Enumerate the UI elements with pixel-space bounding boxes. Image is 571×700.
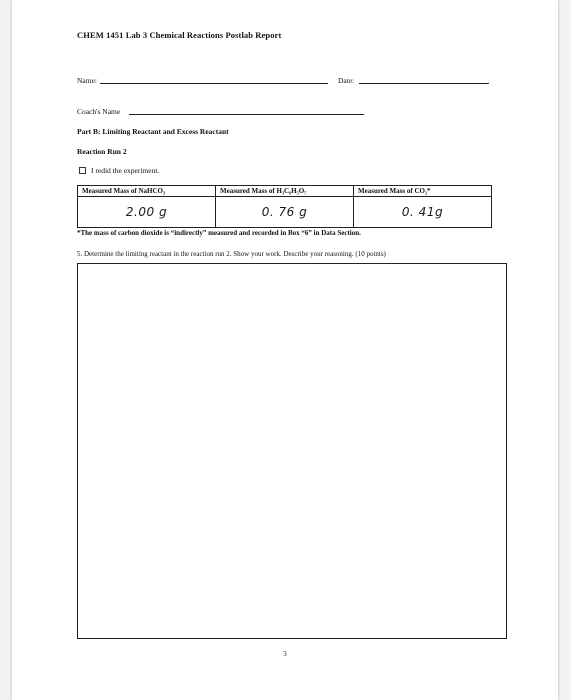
part-title: Part B: Limiting Reactant and Excess Reactant — [77, 127, 229, 136]
redo-checkbox-row[interactable] — [79, 166, 159, 175]
mass-table-header-row — [78, 186, 492, 197]
header-mass-co2: Measured Mass of CO₂* — [354, 186, 492, 197]
name-label: Name: — [77, 76, 97, 85]
value-mass-co2[interactable] — [354, 197, 492, 228]
value-mass-citric-acid-text: 0. 76 g — [261, 205, 308, 219]
value-mass-co2-text: 0. 41g — [401, 205, 444, 219]
mass-table-value-row — [78, 197, 492, 228]
co2-footnote: *The mass of carbon dioxide is “indirectly” measured and recorded in Box “6” in Data Section. — [77, 229, 361, 237]
run-title: Reaction Run 2 — [77, 147, 127, 156]
answer-box[interactable] — [77, 263, 507, 639]
value-mass-citric-acid[interactable] — [216, 197, 354, 228]
header-mass-citric-acid: Measured Mass of H₃C₆H₅O₇ — [216, 186, 354, 197]
coach-name-field[interactable] — [129, 114, 364, 115]
date-field[interactable] — [359, 83, 489, 84]
question-5: 5. Determine the limiting reactant in the reaction run 2. Show your work. Describe your reasoning. (10 points) — [77, 250, 386, 258]
header-mass-nahco3: Measured Mass of NaHCO₃ — [78, 186, 216, 197]
value-mass-nahco3-text: 2.00 g — [125, 205, 168, 219]
redo-checkbox-label: I redid the experiment. — [91, 166, 160, 175]
mass-table — [77, 185, 492, 228]
coach-name-label: Coach's Name — [77, 107, 121, 116]
name-field[interactable] — [100, 83, 328, 84]
value-mass-nahco3[interactable] — [78, 197, 216, 228]
document-page — [12, 0, 558, 700]
page-number: 3 — [283, 650, 287, 658]
checkbox-icon[interactable] — [79, 167, 86, 174]
date-label: Date: — [338, 76, 355, 85]
report-title: CHEM 1451 Lab 3 Chemical Reactions Postlab Report — [77, 30, 282, 40]
